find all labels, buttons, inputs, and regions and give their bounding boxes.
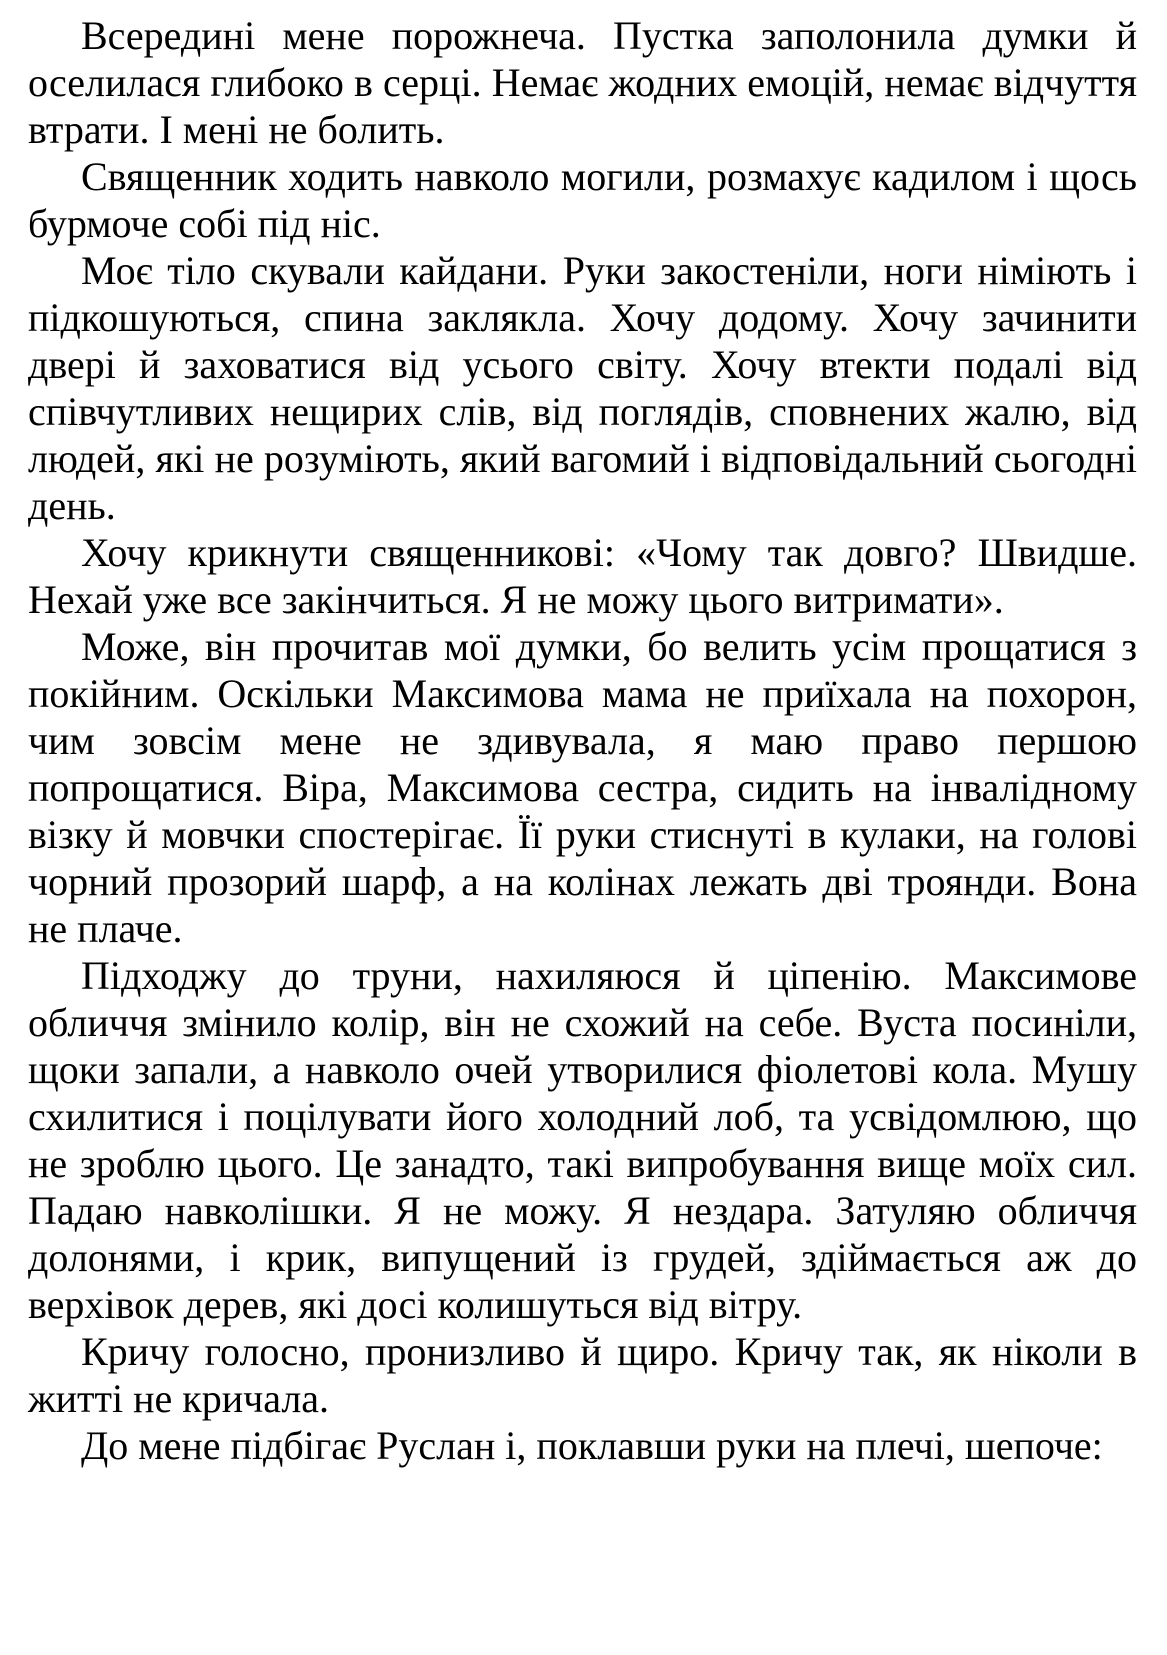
paragraph-2: Священник ходить навколо могили, розмахує кадилом і щось бурмоче собі під ніс. [28,154,1137,246]
paragraph-1: Всередині мене порожнеча. Пустка заполонила думки й оселилася глибоко в серці. Немає жодних емоцій, немає відчуття втрати. І мені не болить. [28,13,1137,152]
paragraph-3: Моє тіло скували кайдани. Руки закостеніли, ноги німіють і підкошуються, спина заклякла. Хочу додому. Хочу зачинити двері й заховатися від усього світу. Хочу втекти подалі від співчутливих нещирих слів, від поглядів, сповнених жалю, від людей, які не розуміють, який вагомий і відповідальний сьогодні день. [28,248,1137,528]
paragraph-4: Хочу крикнути священникові: «Чому так довго? Швидше. Нехай уже все закінчиться. Я не можу цього витримати». [28,530,1137,622]
paragraph-7: Кричу голосно, пронизливо й щиро. Кричу так, як ніколи в житті не кричала. [28,1329,1137,1421]
paragraph-5: Може, він прочитав мої думки, бо велить усім прощатися з покійним. Оскільки Максимова мама не приїхала на похорон, чим зовсім мене не здивувала, я маю право першою попрощатися. Віра, Максимова сестра, сидить на інвалідному візку й мовчки спостерігає. Її руки стиснуті в кулаки, на голові чорний прозорий шарф, а на колінах лежать дві троянди. Вона не плаче. [28,624,1137,951]
paragraph-6: Підходжу до труни, нахиляюся й ціпенію. Максимове обличчя змінило колір, він не схожий на себе. Вуста посиніли, щоки запали, а навколо очей утворилися фіолетові кола. Мушу схилитися і поцілувати його холодний лоб, та усвідомлюю, що не зроблю цього. Це занадто, такі випробування вище моїх сил. Падаю навколішки. Я не можу. Я нездара. Затуляю обличчя долонями, і крик, випущений із грудей, здіймається аж до верхівок дерев, які досі колишуться від вітру. [28,953,1137,1327]
paragraph-8: До мене підбігає Руслан і, поклавши руки на плечі, шепоче: [81,1423,1103,1468]
